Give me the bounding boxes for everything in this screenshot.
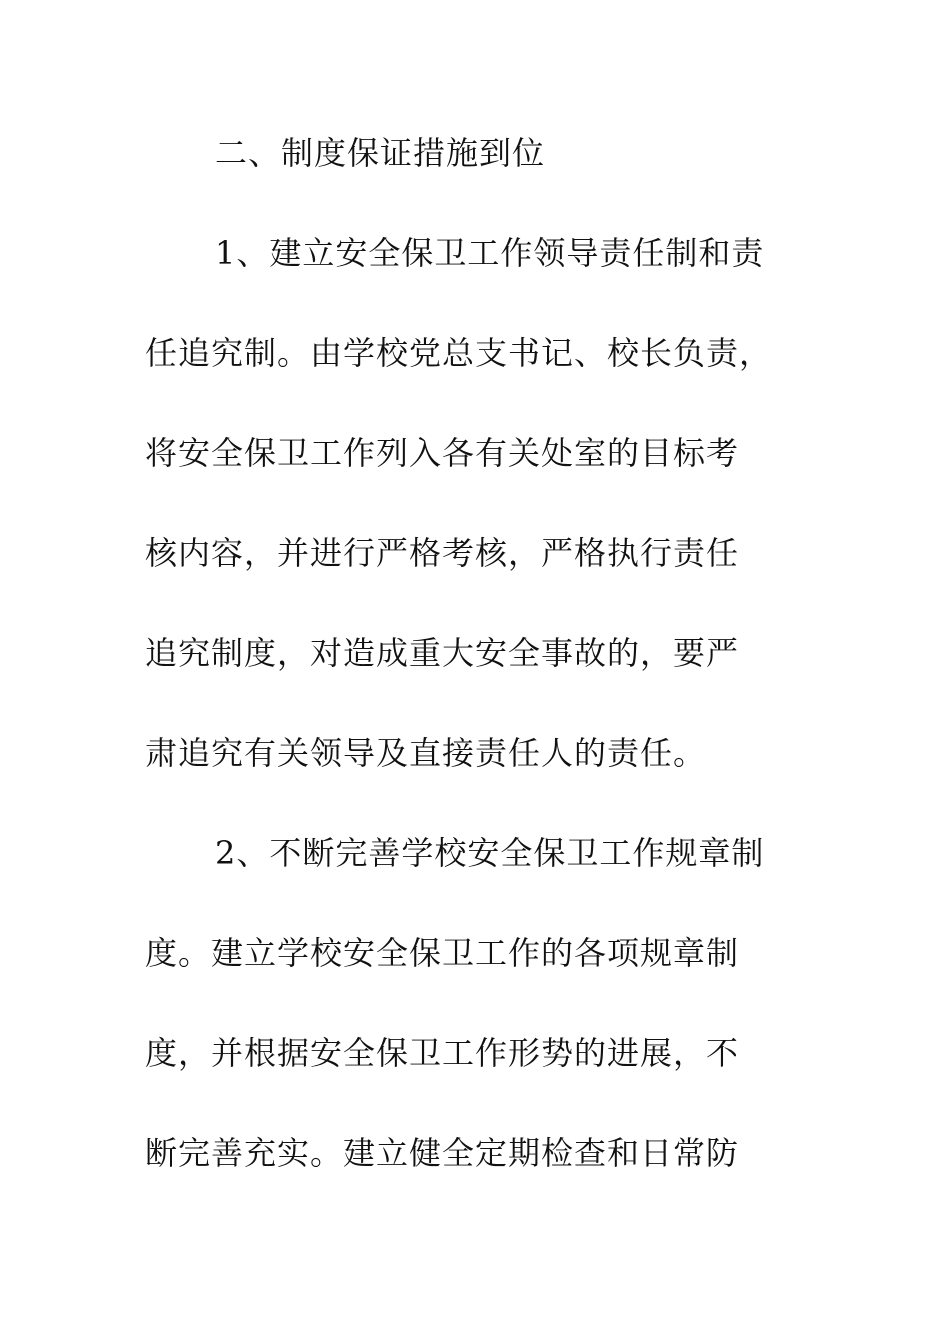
paragraph-line: 断完善充实。建立健全定期检查和日常防 (145, 1134, 740, 1172)
paragraph-line: 1、建立安全保卫工作领导责任制和责 (215, 234, 765, 272)
paragraph-line: 将安全保卫工作列入各有关处室的目标考 (145, 434, 740, 472)
paragraph-line: 核内容，并进行严格考核，严格执行责任 (145, 534, 740, 572)
section-heading: 二、制度保证措施到位 (215, 134, 546, 172)
paragraph-line: 肃追究有关领导及直接责任人的责任。 (145, 734, 707, 772)
paragraph-line: 度。建立学校安全保卫工作的各项规章制 (145, 934, 740, 972)
paragraph-line: 追究制度，对造成重大安全事故的，要严 (145, 634, 740, 672)
paragraph-line: 度，并根据安全保卫工作形势的进展，不 (145, 1034, 740, 1072)
paragraph-line: 2、不断完善学校安全保卫工作规章制 (215, 834, 765, 872)
paragraph-line: 任追究制。由学校党总支书记、校长负责， (145, 334, 773, 372)
